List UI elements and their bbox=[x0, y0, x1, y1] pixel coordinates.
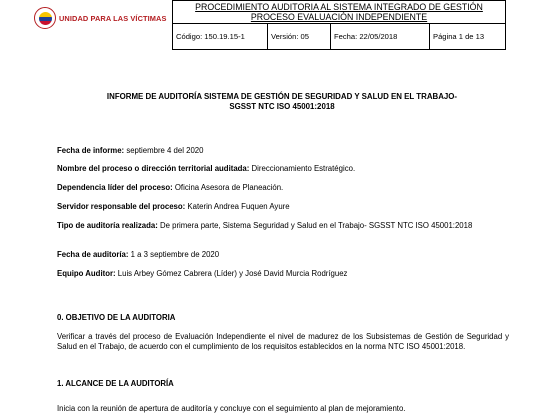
document-header-table bbox=[172, 0, 506, 50]
field-value: Direccionamiento Estratégico. bbox=[249, 164, 356, 173]
report-title-line-1: INFORME DE AUDITORÍA SISTEMA DE GESTIÓN DE SEGURIDAD Y SALUD EN EL TRABAJO- bbox=[106, 92, 458, 101]
field-label: Servidor responsable del proceso: bbox=[57, 202, 186, 211]
report-title-line-2: SGSST NTC ISO 45001:2018 bbox=[229, 102, 335, 111]
field-label: Nombre del proceso o dirección territorial auditada: bbox=[57, 164, 250, 173]
field-label: Dependencia líder del proceso: bbox=[57, 183, 173, 192]
section-1-text: Inicia con la reunión de apertura de auditoría y concluye con el seguimiento al plan de mejoramiento. bbox=[57, 404, 406, 413]
field-value: 1 a 3 septiembre de 2020 bbox=[128, 250, 220, 259]
section-1-title: 1. ALCANCE DE LA AUDITORÍA bbox=[57, 379, 174, 388]
field-process-name bbox=[57, 164, 509, 174]
field-value: De primera parte, Sistema Seguridad y Salud en el Trabajo- SGSST NTC ISO 45001:2018 bbox=[157, 221, 473, 230]
field-audit-team bbox=[57, 269, 509, 279]
document-version: Versión: 05 bbox=[268, 24, 331, 50]
field-audit-type bbox=[57, 221, 509, 231]
field-lead-dependency bbox=[57, 183, 509, 193]
coat-of-arms-icon bbox=[34, 7, 56, 29]
field-value: Oficina Asesora de Planeación. bbox=[172, 183, 284, 192]
process-title bbox=[173, 1, 506, 24]
document-date: Fecha: 22/05/2018 bbox=[331, 24, 430, 50]
page-number: Página 1 de 13 bbox=[430, 24, 506, 50]
field-responsible-servant bbox=[57, 202, 509, 212]
field-audit-date bbox=[57, 250, 509, 260]
section-0-text: Verificar a través del proceso de Evaluación Independiente el nivel de madurez de los Subsistemas de Gestión de Seguridad y Salud en el Trabajo, de acuerdo con el cumplimiento de los requisitos establecidos en la norma NTC ISO 45001:2018. bbox=[57, 332, 509, 351]
field-value: septiembre 4 del 2020 bbox=[124, 146, 204, 155]
field-value: Katerin Andrea Fuquen Ayure bbox=[185, 202, 290, 211]
document-code: Código: 150.19.15-1 bbox=[173, 24, 268, 50]
report-title bbox=[40, 92, 524, 112]
process-title-line-1: PROCEDIMIENTO AUDITORIA AL SISTEMA INTEGRADO DE GESTIÓN bbox=[195, 2, 483, 12]
field-label: Equipo Auditor: bbox=[57, 269, 116, 278]
organization-logo bbox=[34, 3, 166, 33]
section-0-title: 0. OBJETIVO DE LA AUDITORIA bbox=[57, 313, 176, 322]
field-report-date bbox=[57, 146, 509, 156]
field-label: Fecha de informe: bbox=[57, 146, 125, 155]
logo-text: UNIDAD PARA LAS VÍCTIMAS bbox=[59, 13, 167, 23]
field-label: Tipo de auditoría realizada: bbox=[57, 221, 158, 230]
field-value: Luis Arbey Gómez Cabrera (Líder) y José David Murcia Rodríguez bbox=[115, 269, 348, 278]
process-title-line-2: PROCESO EVALUACIÓN INDEPENDIENTE bbox=[250, 12, 428, 22]
field-label: Fecha de auditoría: bbox=[57, 250, 129, 259]
